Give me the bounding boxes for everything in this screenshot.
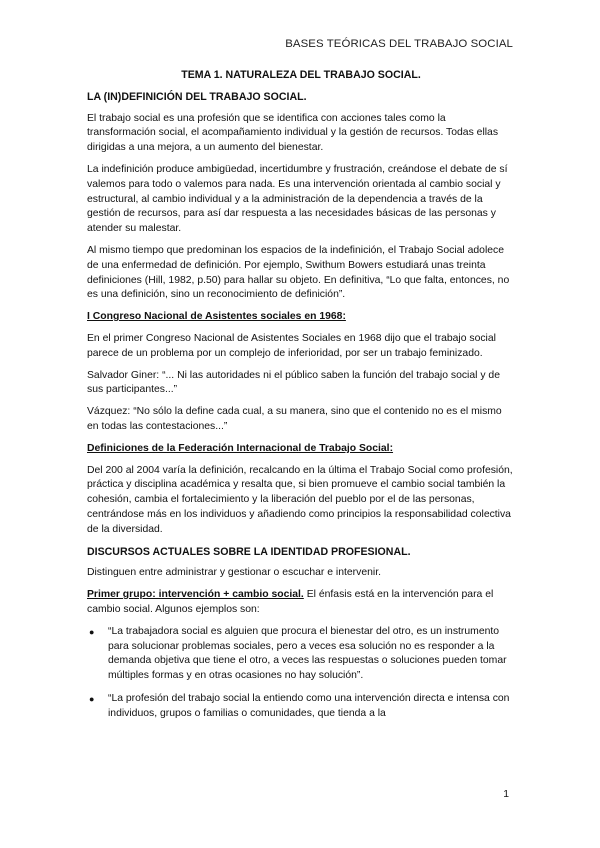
paragraph-7: Del 200 al 2004 varía la definición, recalcando en la última el Trabajo Social como profesión, práctica y disciplina académica y resalta que, si bien promueve el cambio social también la cohesión, cambia el fortalecimiento y la liberación del pueblo por el de las personas, centrándose más en los individuos y añadiendo como principios la responsabilidad colectiva de la diversidad. bbox=[87, 464, 513, 535]
list-item-text: “La trabajadora social es alguien que procura el bienestar del otro, es un instrumento para solucionar problemas sociales, pero a veces esa solución no es responder a la demanda objetiva que tiene el otro, a veces las respuestas o soluciones pueden tomar múltiples formas y en otras ocasiones no hay solución”. bbox=[108, 625, 507, 682]
subheading-federacion: Definiciones de la Federación Internacional de Trabajo Social: bbox=[87, 442, 394, 454]
document-body bbox=[87, 68, 515, 729]
section-heading-discursos: DISCURSOS ACTUALES SOBRE LA IDENTIDAD PROFESIONAL. bbox=[87, 545, 411, 558]
paragraph-3: Al mismo tiempo que predominan los espacios de la indefinición, el Trabajo Social adolece de una enfermedad de definición. Por ejemplo, Swithum Bowers estudiará unas treinta definiciones (Hill, 1982, p.50) para hallar su objeto. En definitiva, “Lo que falta, entonces, no es una definición, sino un reconocimiento de definición”. bbox=[87, 244, 510, 301]
page-number: 1 bbox=[503, 789, 509, 800]
quote-giner: Salvador Giner: “... Ni las autoridades ni el público saben la función del trabajo social y de sus participantes...” bbox=[87, 369, 500, 396]
grupo1-label: Primer grupo: intervención + cambio social. bbox=[87, 589, 304, 601]
bullet-icon: ● bbox=[89, 693, 95, 704]
document-title: TEMA 1. NATURALEZA DEL TRABAJO SOCIAL. bbox=[181, 69, 421, 81]
grupo1-text: El énfasis está en la intervención para el cambio social. Algunos ejemplos son: bbox=[87, 589, 494, 615]
subheading-congreso: I Congreso Nacional de Asistentes sociales en 1968: bbox=[87, 311, 346, 323]
paragraph-grupo1 bbox=[87, 588, 515, 618]
list-item bbox=[87, 625, 515, 684]
bullet-list bbox=[87, 625, 515, 722]
paragraph-8: Distinguen entre administrar y gestionar o escuchar e intervenir. bbox=[87, 567, 381, 579]
paragraph-1: El trabajo social es una profesión que se identifica con acciones tales como la transformación social, el acompañamiento individual y la gestión de recursos. Todas ellas dirigidas a una mejora, a un aumento del bienestar. bbox=[87, 112, 499, 154]
list-item-text: “La profesión del trabajo social la entiendo como una intervención directa e intensa con individuos, grupos o familias o comunidades, que tienda a la bbox=[108, 692, 510, 719]
quote-vazquez: Vázquez: “No sólo la define cada cual, a su manera, sino que el contenido no es el mismo en todas las contestaciones...” bbox=[87, 406, 502, 432]
running-header: BASES TEÓRICAS DEL TRABAJO SOCIAL bbox=[285, 38, 513, 50]
bullet-icon: ● bbox=[89, 626, 95, 637]
section-heading-indefinicion: LA (IN)DEFINICIÓN DEL TRABAJO SOCIAL. bbox=[87, 90, 307, 103]
paragraph-4: En el primer Congreso Nacional de Asistentes Sociales en 1968 dijo que el trabajo social parece de un problema por un complejo de inferioridad, por ser un trabajo feminizado. bbox=[87, 332, 496, 359]
list-item bbox=[87, 692, 515, 722]
paragraph-2: La indefinición produce ambigüedad, incertidumbre y frustración, creándose el debate de sí valemos para todo o valemos para nada. Es una intervención orientada al cambio social y estructural, al cambio individual y a la administración de la dependencia a través de la gestión de recursos, para así dar respuesta a las necesidades básicas de las personas y atender su malestar. bbox=[87, 163, 508, 235]
